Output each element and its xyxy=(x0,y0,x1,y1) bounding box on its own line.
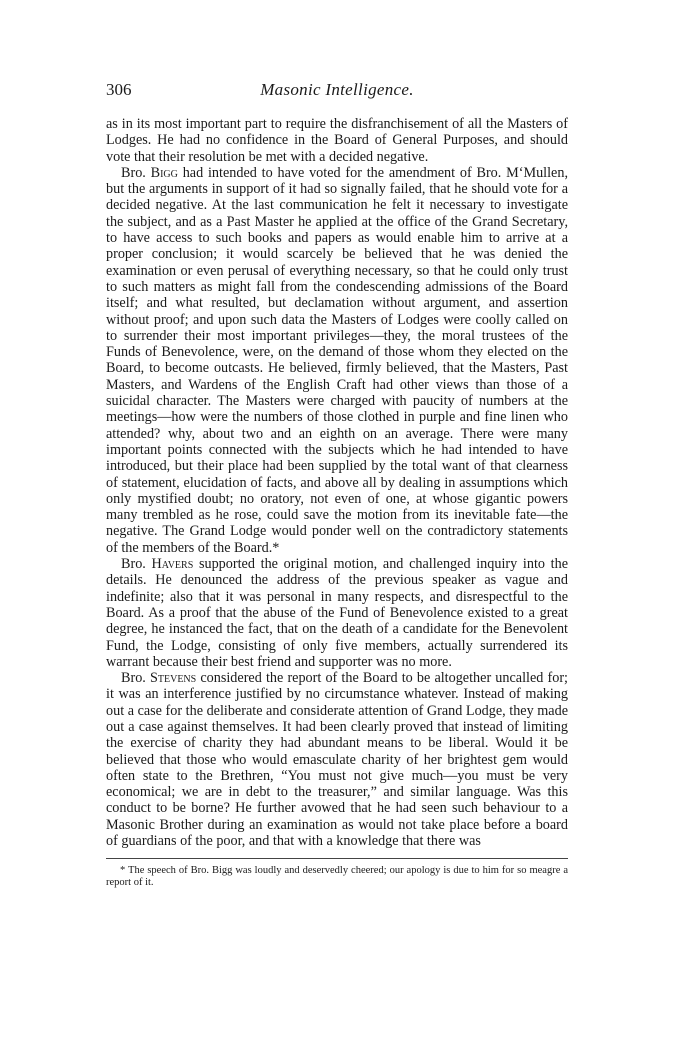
speaker-name: Havers xyxy=(151,556,194,573)
speaker-prefix: Bro. xyxy=(121,556,152,573)
article-body xyxy=(106,116,568,849)
paragraph-text: as in its most important part to require the disfranchisement of all the Masters of Lodges. He had no confidence in the Board of General Purposes, and should vote that their resolution be met with a decided negative. xyxy=(106,116,568,165)
paragraph-4 xyxy=(106,670,568,849)
paragraph-3 xyxy=(106,556,568,670)
speaker-prefix: Bro. xyxy=(121,164,151,181)
paragraph-text: had intended to have voted for the amendment of Bro. M‘Mullen, but the arguments in support of it had so signally failed, that he should vote for a decided negative. At the last communication he felt it necessary to investigate the subject, and as a Past Master he applied at the office of the Grand Secretary, to have access to such books and papers as would enable him to arrive at a proper conclusion; it would scarcely be believed that he was denied the examination or even perusal of everything necessary, so that he could only trust to such matters as might fall from the condescending admissions of the Board itself; and what resulted, but declamation without argument, and assertion without proof; and upon such data the Masters of Lodges were coolly called on to surrender their most important privileges—they, the moral trustees of the Funds of Benevolence, were, on the demand of those whom they elected on the Board, to become outcasts. He believed, firmly believed, that the Masters, Past Masters, and Wardens of the English Craft had other views than those of a suicidal character. The Masters were charged with paucity of numbers at the meetings—how were the numbers of those clothed in purple and fine linen who attended? why, about two and an eighth on an average. There were many important points connected with the subjects which he had intended to have introduced, but their place had been supplied by the total want of that clearness of statement, elucidation of facts, and above all by dealing in assumptions which only mystified doubt; no oratory, not even of one, at whose gigantic powers many trembled as he rose, could save the motion from its inevitable fate—the negative. The Grand Lodge would ponder well on the contradictory statements of the members of the Board.* xyxy=(106,164,568,556)
paragraph-1 xyxy=(106,116,568,165)
speaker-name: Stevens xyxy=(149,670,197,687)
paragraph-2 xyxy=(106,165,568,556)
paragraph-text: considered the report of the Board to be altogether uncalled for; it was an interference justified by no circumstance whatever. Instead of making out a case for the deliberate and considerate attention of Grand Lodge, they made out a case against themselves. It had been clearly proved that instead of limiting the exercise of charity they had abundant means to be liberal. Would it be believed that those who would emasculate charity of her brightest gem would often state to the Brethren, “You must not give much—you must be very economical; we are in debt to the treasurer,” and similar language. Was this conduct to be borne? He further avowed that he had seen such behaviour to a Masonic Brother during an examination as would not take place before a board of guardians of the poor, and that with a knowledge that there was xyxy=(106,670,568,850)
footnote: * The speech of Bro. Bigg was loudly and deservedly cheered; our apology is due to him for so meagre a report of it. xyxy=(106,865,568,889)
speaker-prefix: Bro. xyxy=(121,670,150,687)
paragraph-text: supported the original motion, and challenged inquiry into the details. He denounced the address of the previous speaker as vague and indefinite; also that it was personal in many respects, and disrespectful to the Board. As a proof that the abuse of the Fund of Benevolence existed to a great degree, he instanced the fact, that on the death of a candidate for the Benevolent Fund, the Lodge, consisting of only five members, actually surrendered its warrant because their best friend and supporter was no more. xyxy=(106,556,569,670)
speaker-name: Bigg xyxy=(150,164,178,181)
running-title: Masonic Intelligence. xyxy=(260,80,414,99)
page-header xyxy=(106,80,568,106)
footnote-rule xyxy=(106,858,568,859)
page-number: 306 xyxy=(106,80,132,99)
